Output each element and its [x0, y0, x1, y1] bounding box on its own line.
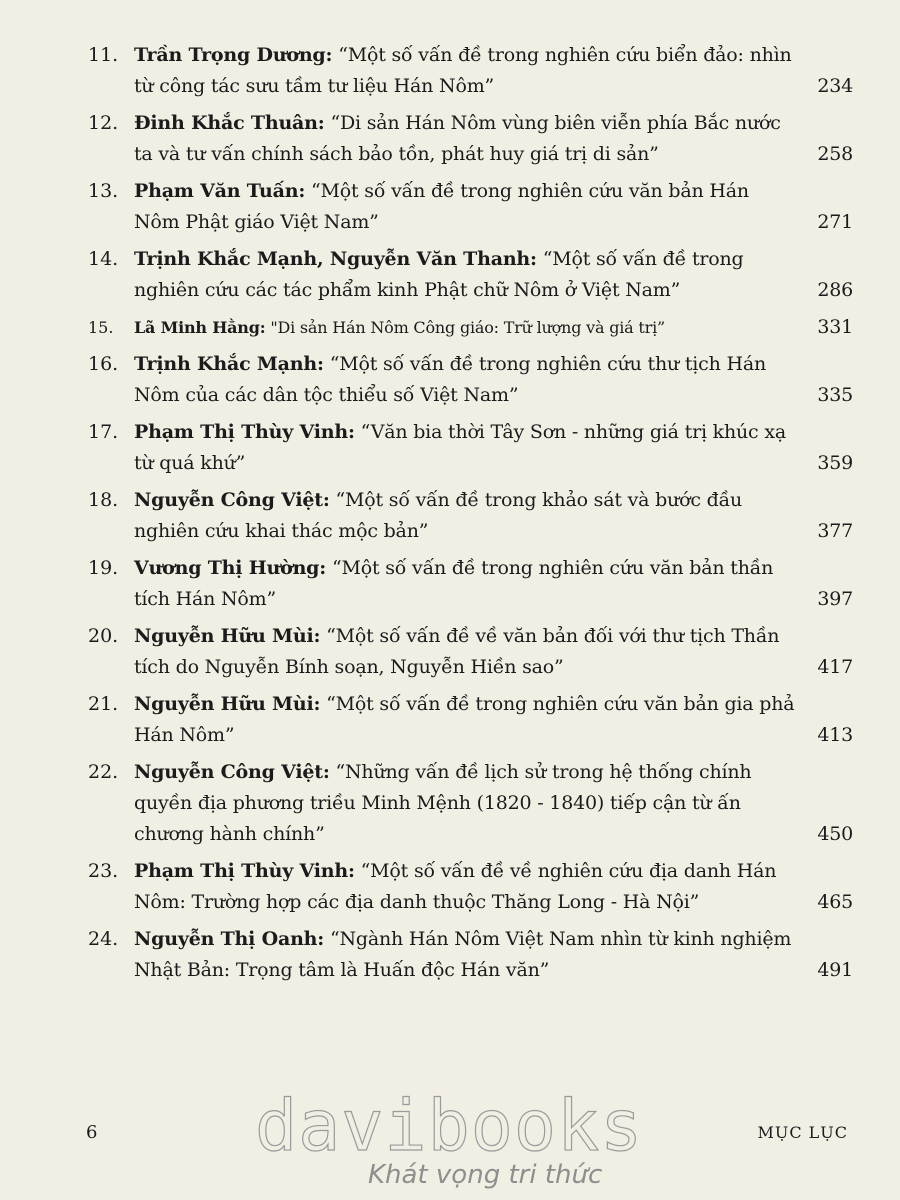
- toc-entry: [88, 485, 853, 547]
- entry-author: Vương Thị Hường:: [134, 557, 327, 579]
- footer-page-number: 6: [86, 1122, 98, 1143]
- entry-text: [134, 349, 853, 411]
- entry-number: 19.: [88, 557, 119, 579]
- toc-entry: [88, 924, 853, 986]
- entry-text: [134, 553, 853, 615]
- entry-title: “Một số vấn đề trong nghiên cứu biển đảo: nhìn từ công tác sưu tầm tư liệu Hán Nôm”: [134, 44, 792, 97]
- toc-entry: [88, 757, 853, 850]
- entry-page: 377: [817, 520, 853, 542]
- entry-title: “Một số vấn đề trong nghiên cứu thư tịch Hán Nôm của các dân tộc thiểu số Việt Nam”: [134, 353, 767, 406]
- entry-text: [134, 108, 853, 170]
- entry-author: Nguyễn Hữu Mùi:: [134, 625, 321, 647]
- entry-number: 16.: [88, 353, 119, 375]
- entry-page: 286: [817, 279, 853, 301]
- entry-author: Phạm Thị Thùy Vinh:: [134, 860, 355, 882]
- entry-number: 20.: [88, 625, 119, 647]
- entry-number: 15.: [88, 318, 114, 337]
- entry-text: [134, 176, 853, 238]
- entry-title: “Một số vấn đề trong nghiên cứu văn bản thần tích Hán Nôm”: [134, 557, 774, 610]
- entry-author: Trần Trọng Dương:: [134, 44, 333, 66]
- entry-title: “Một số vấn đề về nghiên cứu địa danh Hán Nôm: Trường hợp các địa danh thuộc Thăng Long - Hà Nội”: [134, 860, 777, 913]
- entry-page: 258: [817, 143, 853, 165]
- entry-text: [134, 40, 853, 102]
- toc-entry: [88, 856, 853, 918]
- entry-number: 22.: [88, 761, 119, 783]
- entry-number: 12.: [88, 112, 119, 134]
- entry-title: “Một số vấn đề trong nghiên cứu các tác phẩm kinh Phật chữ Nôm ở Việt Nam”: [134, 248, 744, 301]
- entry-page: 491: [817, 959, 853, 981]
- entry-author: Lã Minh Hằng:: [134, 318, 266, 337]
- entry-page: 465: [817, 891, 853, 913]
- entry-author: Nguyễn Thị Oanh:: [134, 928, 325, 950]
- entry-text: [134, 621, 853, 683]
- toc-entry: [88, 621, 853, 683]
- entry-title: "Di sản Hán Nôm Công giáo: Trữ lượng và giá trị”: [270, 318, 665, 337]
- footer-section-title: MỤC LỤC: [757, 1123, 848, 1142]
- entry-text: [134, 757, 853, 850]
- entry-title: “Một số vấn đề trong nghiên cứu văn bản Hán Nôm Phật giáo Việt Nam”: [134, 180, 749, 233]
- watermark-brand: davibooks: [255, 1085, 644, 1167]
- entry-author: Phạm Thị Thùy Vinh:: [134, 421, 355, 443]
- entry-number: 17.: [88, 421, 119, 443]
- entry-number: 24.: [88, 928, 119, 950]
- entry-text: [134, 856, 853, 918]
- toc-entry: [88, 349, 853, 411]
- toc-entry: [88, 108, 853, 170]
- table-of-contents: [88, 40, 853, 992]
- toc-entry: [88, 244, 853, 306]
- entry-page: 331: [817, 316, 853, 338]
- entry-number: 23.: [88, 860, 119, 882]
- entry-title: “Những vấn đề lịch sử trong hệ thống chính quyền địa phương triều Minh Mệnh (1820 - 1840) tiếp cận từ ấn chương hành chính”: [134, 761, 752, 845]
- entry-number: 14.: [88, 248, 119, 270]
- entry-text: [134, 924, 853, 986]
- entry-author: Trịnh Khắc Mạnh:: [134, 353, 324, 375]
- entry-title: “Di sản Hán Nôm vùng biên viễn phía Bắc nước ta và tư vấn chính sách bảo tồn, phát huy giá trị di sản”: [134, 112, 781, 165]
- toc-entry: [88, 312, 853, 343]
- entry-author: Trịnh Khắc Mạnh, Nguyễn Văn Thanh:: [134, 248, 537, 270]
- entry-title: “Ngành Hán Nôm Việt Nam nhìn từ kinh nghiệm Nhật Bản: Trọng tâm là Huấn độc Hán văn”: [134, 928, 792, 981]
- entry-page: 271: [817, 211, 853, 233]
- toc-entry: [88, 176, 853, 238]
- entry-text: [134, 244, 853, 306]
- entry-author: Đinh Khắc Thuân:: [134, 112, 325, 134]
- toc-entry: [88, 553, 853, 615]
- entry-text: [134, 312, 853, 343]
- entry-number: 21.: [88, 693, 119, 715]
- entry-number: 13.: [88, 180, 119, 202]
- toc-entry: [88, 40, 853, 102]
- entry-title: “Một số vấn đề trong khảo sát và bước đầu nghiên cứu khai thác mộc bản”: [134, 489, 743, 542]
- entry-text: [134, 417, 853, 479]
- entry-page: 413: [817, 724, 853, 746]
- toc-entry: [88, 689, 853, 751]
- entry-title: “Văn bia thời Tây Sơn - những giá trị khúc xạ từ quá khứ”: [134, 421, 786, 474]
- entry-page: 417: [817, 656, 853, 678]
- entry-author: Phạm Văn Tuấn:: [134, 180, 306, 202]
- entry-page: 234: [817, 75, 853, 97]
- entry-number: 18.: [88, 489, 119, 511]
- entry-title: “Một số vấn đề trong nghiên cứu văn bản gia phả Hán Nôm”: [134, 693, 795, 746]
- entry-page: 450: [817, 823, 853, 845]
- entry-page: 397: [817, 588, 853, 610]
- entry-text: [134, 689, 853, 751]
- toc-entry: [88, 417, 853, 479]
- entry-author: Nguyễn Công Việt:: [134, 489, 330, 511]
- entry-number: 11.: [88, 44, 119, 66]
- entry-text: [134, 485, 853, 547]
- watermark-tagline: Khát vọng tri thức: [368, 1160, 603, 1190]
- entry-author: Nguyễn Công Việt:: [134, 761, 330, 783]
- entry-author: Nguyễn Hữu Mùi:: [134, 693, 321, 715]
- entry-title: “Một số vấn đề về văn bản đối với thư tịch Thần tích do Nguyễn Bính soạn, Nguyễn Hiền sao”: [134, 625, 780, 678]
- entry-page: 359: [817, 452, 853, 474]
- entry-page: 335: [817, 384, 853, 406]
